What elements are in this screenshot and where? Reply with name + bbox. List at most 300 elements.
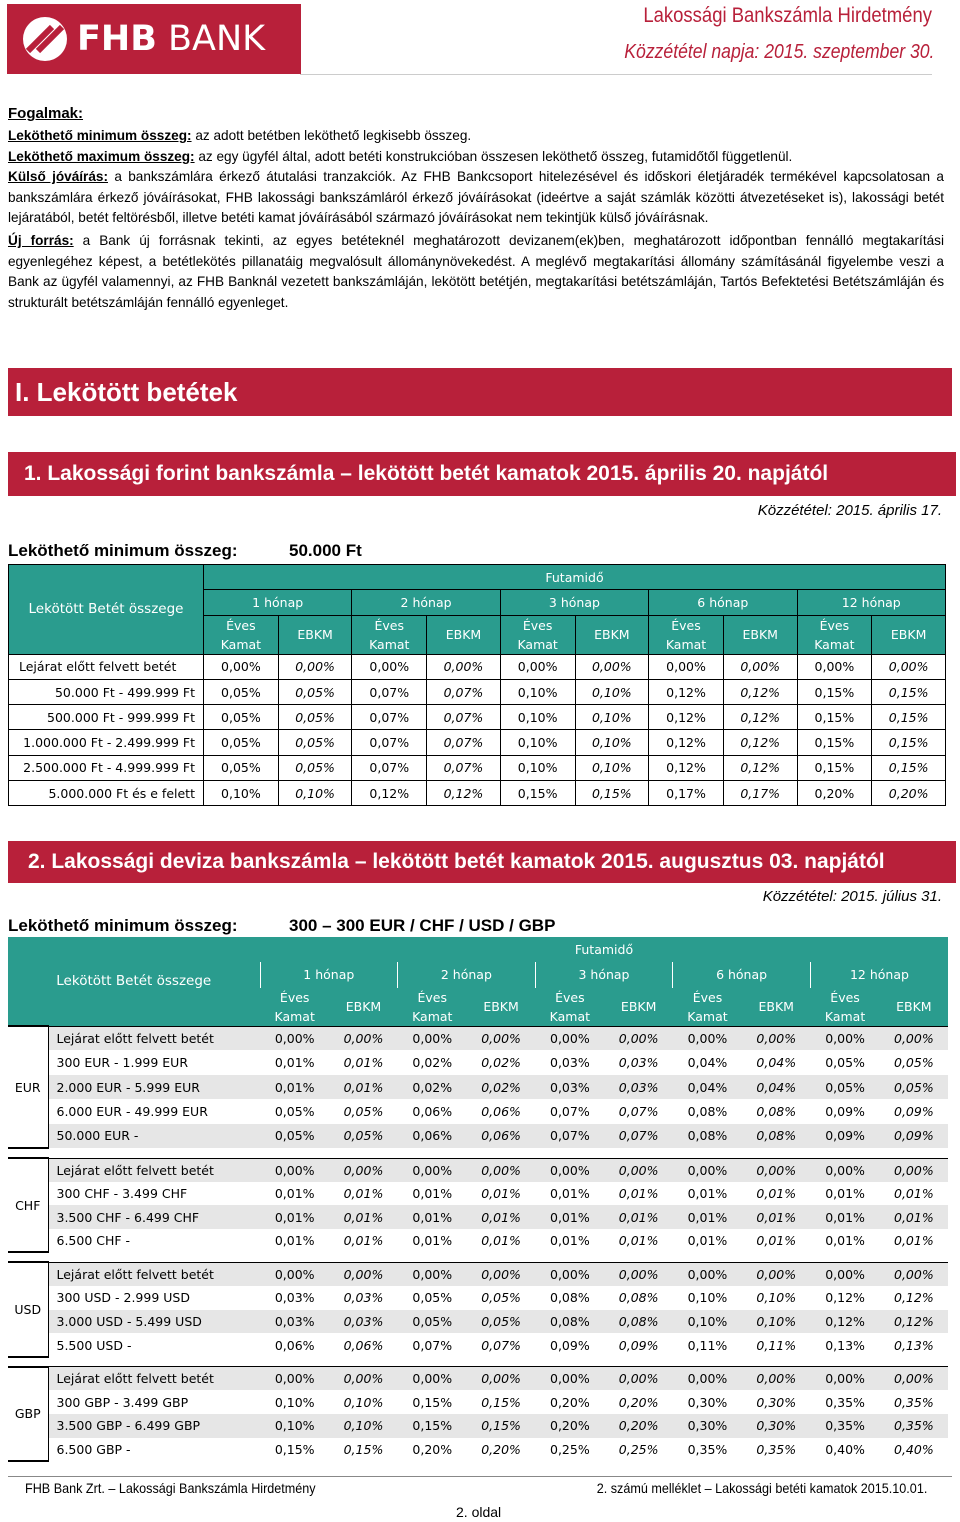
- ebkm-value: 0,06%: [343, 1337, 384, 1353]
- ebkm-value: 0,00%: [329, 1367, 397, 1391]
- ebkm-value: 0,10%: [575, 705, 649, 730]
- ebkm-value: 0,10%: [756, 1290, 797, 1306]
- footer-right: 2. számú melléklet – Lakossági betéti kamatok 2015.10.01.: [596, 1480, 927, 1496]
- rate-value: 0,08%: [687, 1103, 728, 1119]
- rate-value: 0,10%: [274, 1394, 315, 1410]
- ebkm-value: 0,15%: [343, 1441, 384, 1457]
- rate-value: 0,00%: [260, 1262, 329, 1286]
- table-row: [9, 705, 946, 730]
- ebkm-header: EBKM: [723, 615, 797, 654]
- ebkm-value: 0,03%: [605, 1075, 673, 1099]
- fx-publication: Közzététel: 2015. július 31.: [762, 888, 942, 905]
- rate-value: 0,11%: [687, 1337, 728, 1353]
- rate-value: 0,09%: [825, 1103, 865, 1119]
- amount-range: Lejárat előtt felvett betét: [48, 1262, 260, 1286]
- ebkm-value: 0,04%: [742, 1075, 810, 1099]
- table-row: [8, 1286, 948, 1310]
- rate-value: 0,07%: [550, 1103, 590, 1119]
- ebkm-value: 0,00%: [575, 654, 649, 679]
- ebkm-value: 0,00%: [427, 654, 501, 679]
- rate-value: 0,01%: [398, 1205, 467, 1229]
- rate-value: 0,05%: [412, 1290, 453, 1306]
- annual-rate-header: Éves Kamat: [810, 988, 879, 1027]
- rate-value: 0,03%: [274, 1290, 315, 1306]
- ebkm-value: 0,12%: [427, 781, 501, 806]
- ebkm-value: 0,35%: [756, 1441, 797, 1457]
- amount-range: 2.000 EUR - 5.999 EUR: [48, 1075, 260, 1099]
- rate-value: 0,35%: [687, 1441, 728, 1457]
- ebkm-value: 0,15%: [872, 679, 946, 704]
- rate-value: 0,10%: [673, 1310, 742, 1334]
- ebkm-value: 0,03%: [618, 1055, 659, 1071]
- rate-value: 0,05%: [398, 1310, 467, 1334]
- ebkm-value: 0,15%: [872, 730, 946, 755]
- term-header: 6 hónap: [649, 590, 797, 615]
- rate-value: 0,00%: [398, 1367, 467, 1391]
- amount-range: 300 GBP - 3.499 GBP: [56, 1394, 189, 1410]
- amount-range: 6.500 CHF -: [56, 1233, 131, 1249]
- rate-value: 0,00%: [500, 654, 575, 679]
- annual-rate-header: Éves Kamat: [398, 988, 467, 1027]
- definition-new-source: Új forrás: a Bank új forrásnak tekinti, az egyes betéteknél meghatározott devizanem(ek)ben, meghatározott időpontban fennálló megtakarítási egyenlegéhez képest, a betétlekötés pillanatáig megvalósult állománynövekedést. A meglévő megtakarítási állomány számításánál figyelembe veszi a Bank az ügyfél valamennyi, az FHB Banknál vezetett bankszámláján, lekötött betétjén, megtakarítási betétszámláján, Tartós Befektetési Betétszámláján és strukturált betétszámláján fennálló egyenleget.: [8, 232, 944, 310]
- rate-value: 0,25%: [550, 1441, 590, 1457]
- rate-value: 0,12%: [649, 679, 724, 704]
- rate-value: 0,05%: [260, 1124, 329, 1148]
- table-row: [8, 1205, 948, 1229]
- ebkm-value: 0,15%: [575, 781, 649, 806]
- rate-value: 0,12%: [352, 781, 427, 806]
- rate-value: 0,20%: [550, 1394, 590, 1410]
- ebkm-value: 0,01%: [880, 1205, 948, 1229]
- rate-value: 0,07%: [352, 679, 427, 704]
- rate-value: 0,10%: [260, 1414, 329, 1438]
- term-header: 12 hónap: [797, 590, 946, 615]
- amount-range: 50.000 EUR -: [48, 1124, 260, 1148]
- definition-external: Külső jóváírás: a bankszámlára érkező átutalási tranzakciók. Az FHB Bankcsoport hitelezésével és időskori életjáradék termékével kapcsolatosan a bankszámlára érkező jóváírásokat, FHB lakossági bankszámláról érkező jóváírásokat (ideértve a saját számlák közötti átvezetéseket is), lakossági betét lejáratából, betét feltörésből, illetve betéti kamat jóváírásából származó jóváírásokat nem tekintjük külső jóváírásnak.: [8, 169, 944, 226]
- rate-value: 0,35%: [810, 1414, 879, 1438]
- ebkm-value: 0,00%: [880, 1262, 948, 1286]
- ebkm-value: 0,02%: [481, 1055, 521, 1071]
- amount-range: 6.500 GBP -: [56, 1441, 131, 1457]
- footer-left: FHB Bank Zrt. – Lakossági Bankszámla Hirdetmény: [25, 1480, 316, 1496]
- amount-range: 300 USD - 2.999 USD: [56, 1290, 190, 1306]
- fx-min-label: Leköthető minimum összeg:: [8, 916, 238, 935]
- annual-rate-header: Éves Kamat: [500, 615, 575, 654]
- rate-value: 0,35%: [825, 1394, 865, 1410]
- ebkm-value: 0,15%: [872, 705, 946, 730]
- currency-label: USD: [8, 1262, 48, 1356]
- rate-value: 0,00%: [673, 1367, 742, 1391]
- rate-value: 0,01%: [274, 1055, 315, 1071]
- currency-label: EUR: [8, 1026, 48, 1148]
- ebkm-value: 0,12%: [723, 730, 797, 755]
- definition-max: Leköthető maximum összeg: az egy ügyfél által, adott betéti konstrukcióban összesen leköthető összeg, futamidőtől függetlenül.: [8, 148, 793, 164]
- ebkm-value: 0,30%: [756, 1394, 797, 1410]
- ebkm-value: 0,03%: [329, 1310, 397, 1334]
- ebkm-value: 0,09%: [894, 1103, 934, 1119]
- amount-range: 5.000.000 Ft és e felett: [9, 781, 204, 806]
- rate-value: 0,00%: [535, 1367, 604, 1391]
- rate-value: 0,20%: [412, 1441, 453, 1457]
- ebkm-value: 0,12%: [723, 705, 797, 730]
- ebkm-value: 0,11%: [756, 1337, 797, 1353]
- rate-value: 0,05%: [204, 755, 279, 780]
- rate-value: 0,03%: [260, 1310, 329, 1334]
- rate-value: 0,00%: [535, 1262, 604, 1286]
- fhb-logo-mark-icon: [23, 17, 67, 61]
- ebkm-value: 0,05%: [481, 1290, 521, 1306]
- table-row: [8, 1050, 948, 1074]
- term-header: 1 hónap: [260, 962, 398, 987]
- ebkm-header: EBKM: [467, 988, 535, 1027]
- rate-value: 0,00%: [810, 1262, 879, 1286]
- ebkm-value: 0,05%: [467, 1310, 535, 1334]
- ebkm-value: 0,05%: [278, 730, 352, 755]
- fx-col-group: Futamidő: [260, 937, 948, 962]
- annual-rate-header: Éves Kamat: [260, 988, 329, 1027]
- rate-value: 0,05%: [810, 1075, 879, 1099]
- table-row: [8, 1158, 948, 1182]
- ebkm-value: 0,01%: [481, 1233, 521, 1249]
- term-header: 12 hónap: [810, 962, 948, 987]
- ebkm-value: 0,01%: [742, 1205, 810, 1229]
- ebkm-value: 0,00%: [605, 1262, 673, 1286]
- ebkm-value: 0,08%: [605, 1310, 673, 1334]
- amount-range: Lejárat előtt felvett betét: [48, 1158, 260, 1182]
- ebkm-value: 0,00%: [723, 654, 797, 679]
- ebkm-value: 0,30%: [742, 1414, 810, 1438]
- rate-value: 0,15%: [412, 1394, 453, 1410]
- rate-value: 0,10%: [500, 755, 575, 780]
- ebkm-value: 0,00%: [329, 1262, 397, 1286]
- annual-rate-header: Éves Kamat: [673, 988, 742, 1027]
- rate-value: 0,01%: [535, 1205, 604, 1229]
- ebkm-value: 0,01%: [618, 1233, 659, 1249]
- table-row: [9, 730, 946, 755]
- ebkm-value: 0,01%: [343, 1185, 384, 1201]
- rate-value: 0,12%: [649, 705, 724, 730]
- ebkm-value: 0,00%: [742, 1367, 810, 1391]
- term-header: 1 hónap: [204, 590, 352, 615]
- ebkm-value: 0,15%: [481, 1394, 521, 1410]
- rate-value: 0,15%: [274, 1441, 315, 1457]
- term-header: 6 hónap: [673, 962, 811, 987]
- table-row: [9, 654, 946, 679]
- ebkm-value: 0,06%: [467, 1124, 535, 1148]
- rate-value: 0,00%: [352, 654, 427, 679]
- publication-date: Közzététel napja: 2015. szeptember 30.: [623, 41, 934, 63]
- rate-value: 0,00%: [535, 1026, 604, 1050]
- ebkm-value: 0,00%: [278, 654, 352, 679]
- fhb-logo: [7, 4, 301, 74]
- section-title-fixed-deposits: I. Lekötött betétek: [8, 368, 952, 416]
- ebkm-value: 0,07%: [427, 679, 501, 704]
- rate-value: 0,15%: [797, 705, 872, 730]
- rate-value: 0,00%: [797, 654, 872, 679]
- rate-value: 0,00%: [398, 1158, 467, 1182]
- ebkm-value: 0,15%: [467, 1414, 535, 1438]
- fx-min-value: 300 – 300 EUR / CHF / USD / GBP: [289, 916, 556, 935]
- annual-rate-header: Éves Kamat: [204, 615, 279, 654]
- rate-value: 0,05%: [204, 679, 279, 704]
- amount-range: 300 EUR - 1.999 EUR: [56, 1055, 189, 1071]
- document-title: Lakossági Bankszámla Hirdetmény: [643, 4, 932, 27]
- ebkm-value: 0,00%: [880, 1026, 948, 1050]
- rate-value: 0,12%: [649, 755, 724, 780]
- ebkm-value: 0,20%: [481, 1441, 521, 1457]
- fx-row-header: Lekötött Betét összege: [8, 937, 260, 1026]
- ebkm-value: 0,10%: [575, 755, 649, 780]
- rate-value: 0,01%: [673, 1205, 742, 1229]
- ebkm-value: 0,07%: [618, 1103, 659, 1119]
- huf-row-header: Lekötött Betét összege: [9, 565, 204, 655]
- rate-value: 0,09%: [810, 1124, 879, 1148]
- currency-label: CHF: [8, 1158, 48, 1252]
- table-row: [8, 1075, 948, 1099]
- ebkm-value: 0,02%: [467, 1075, 535, 1099]
- ebkm-value: 0,01%: [343, 1055, 384, 1071]
- table-row: [8, 1099, 948, 1123]
- ebkm-value: 0,10%: [742, 1310, 810, 1334]
- term-header: 2 hónap: [398, 962, 536, 987]
- table-row: [8, 1414, 948, 1438]
- rate-value: 0,00%: [673, 1026, 742, 1050]
- ebkm-value: 0,00%: [605, 1026, 673, 1050]
- ebkm-value: 0,05%: [343, 1103, 384, 1119]
- ebkm-value: 0,01%: [329, 1075, 397, 1099]
- rate-value: 0,01%: [260, 1075, 329, 1099]
- rate-value: 0,06%: [274, 1337, 315, 1353]
- ebkm-value: 0,07%: [427, 730, 501, 755]
- ebkm-value: 0,01%: [618, 1185, 659, 1201]
- ebkm-value: 0,10%: [575, 679, 649, 704]
- currency-label: GBP: [8, 1367, 48, 1461]
- ebkm-header: EBKM: [742, 988, 810, 1027]
- rate-value: 0,00%: [260, 1158, 329, 1182]
- amount-range: Lejárat előtt felvett betét: [48, 1026, 260, 1050]
- rate-value: 0,01%: [825, 1185, 865, 1201]
- amount-range: 6.000 EUR - 49.999 EUR: [56, 1103, 208, 1119]
- subsection-title-fx: 2. Lakossági deviza bankszámla – lekötött betét kamatok 2015. augusztus 03. napjától: [8, 841, 956, 883]
- amount-range: 2.500.000 Ft - 4.999.999 Ft: [9, 755, 204, 780]
- rate-value: 0,01%: [687, 1185, 728, 1201]
- ebkm-value: 0,15%: [872, 755, 946, 780]
- rate-value: 0,01%: [274, 1185, 315, 1201]
- rate-value: 0,15%: [500, 781, 575, 806]
- rate-value: 0,00%: [204, 654, 279, 679]
- huf-min-value: 50.000 Ft: [289, 541, 362, 560]
- rate-value: 0,00%: [673, 1262, 742, 1286]
- ebkm-value: 0,01%: [481, 1185, 521, 1201]
- table-row: [9, 781, 946, 806]
- rate-value: 0,08%: [673, 1124, 742, 1148]
- rate-value: 0,20%: [797, 781, 872, 806]
- ebkm-header: EBKM: [278, 615, 352, 654]
- rate-value: 0,01%: [550, 1185, 590, 1201]
- annual-rate-header: Éves Kamat: [352, 615, 427, 654]
- annual-rate-header: Éves Kamat: [649, 615, 724, 654]
- huf-min-label: Leköthető minimum összeg:: [8, 541, 238, 560]
- annual-rate-header: Éves Kamat: [535, 988, 604, 1027]
- ebkm-header: EBKM: [329, 988, 397, 1027]
- ebkm-value: 0,01%: [343, 1233, 384, 1249]
- term-header: 3 hónap: [500, 590, 648, 615]
- rate-value: 0,15%: [797, 755, 872, 780]
- ebkm-value: 0,10%: [343, 1394, 384, 1410]
- ebkm-value: 0,08%: [756, 1103, 797, 1119]
- ebkm-value: 0,00%: [329, 1158, 397, 1182]
- ebkm-value: 0,10%: [278, 781, 352, 806]
- group-spacer: [8, 1357, 948, 1367]
- rate-value: 0,17%: [649, 781, 724, 806]
- ebkm-value: 0,10%: [329, 1414, 397, 1438]
- ebkm-value: 0,00%: [467, 1158, 535, 1182]
- rate-value: 0,01%: [274, 1233, 315, 1249]
- term-header: 3 hónap: [535, 962, 673, 987]
- table-row: [8, 1124, 948, 1148]
- definitions-block: [8, 103, 944, 313]
- rate-value: 0,05%: [204, 730, 279, 755]
- page-number: 2. oldal: [456, 1504, 502, 1520]
- rate-value: 0,15%: [797, 730, 872, 755]
- rate-value: 0,01%: [825, 1233, 865, 1249]
- rate-value: 0,12%: [649, 730, 724, 755]
- rate-value: 0,00%: [535, 1158, 604, 1182]
- ebkm-value: 0,00%: [605, 1158, 673, 1182]
- table-row: [8, 1026, 948, 1050]
- ebkm-value: 0,01%: [756, 1185, 797, 1201]
- rate-value: 0,01%: [550, 1233, 590, 1249]
- footer-divider: [8, 1476, 952, 1477]
- definition-min: Leköthető minimum összeg: az adott betétben leköthető legkisebb összeg.: [8, 128, 472, 143]
- amount-range: 3.500 CHF - 6.499 CHF: [48, 1205, 260, 1229]
- ebkm-value: 0,13%: [894, 1337, 934, 1353]
- rate-value: 0,12%: [810, 1310, 879, 1334]
- huf-col-group: Futamidő: [204, 565, 946, 590]
- annual-rate-header: Éves Kamat: [797, 615, 872, 654]
- rate-value: 0,00%: [810, 1367, 879, 1391]
- rate-value: 0,13%: [825, 1337, 865, 1353]
- ebkm-value: 0,05%: [278, 705, 352, 730]
- rate-value: 0,05%: [825, 1055, 865, 1071]
- table-row: [8, 1367, 948, 1391]
- rate-value: 0,00%: [810, 1026, 879, 1050]
- rate-value: 0,00%: [260, 1367, 329, 1391]
- ebkm-value: 0,12%: [880, 1310, 948, 1334]
- ebkm-value: 0,20%: [605, 1414, 673, 1438]
- ebkm-header: EBKM: [872, 615, 946, 654]
- table-row: [8, 1229, 948, 1253]
- rate-value: 0,10%: [500, 705, 575, 730]
- table-row: [8, 1310, 948, 1334]
- ebkm-value: 0,35%: [880, 1414, 948, 1438]
- rate-value: 0,07%: [535, 1124, 604, 1148]
- rate-value: 0,08%: [550, 1290, 590, 1306]
- amount-range: 500.000 Ft - 999.999 Ft: [9, 705, 204, 730]
- rate-value: 0,06%: [398, 1124, 467, 1148]
- ebkm-header: EBKM: [880, 988, 948, 1027]
- rate-value: 0,02%: [398, 1075, 467, 1099]
- amount-range: 50.000 Ft - 499.999 Ft: [9, 679, 204, 704]
- ebkm-value: 0,00%: [467, 1262, 535, 1286]
- rate-value: 0,00%: [649, 654, 724, 679]
- rate-value: 0,00%: [398, 1262, 467, 1286]
- ebkm-value: 0,08%: [618, 1290, 659, 1306]
- rate-value: 0,07%: [412, 1337, 453, 1353]
- ebkm-value: 0,05%: [278, 755, 352, 780]
- rate-value: 0,02%: [412, 1055, 453, 1071]
- ebkm-value: 0,09%: [880, 1124, 948, 1148]
- ebkm-value: 0,10%: [575, 730, 649, 755]
- ebkm-value: 0,00%: [467, 1026, 535, 1050]
- ebkm-value: 0,07%: [481, 1337, 521, 1353]
- rate-value: 0,03%: [535, 1075, 604, 1099]
- rate-value: 0,00%: [260, 1026, 329, 1050]
- ebkm-value: 0,05%: [880, 1075, 948, 1099]
- rate-value: 0,07%: [352, 755, 427, 780]
- rate-value: 0,15%: [797, 679, 872, 704]
- ebkm-value: 0,05%: [329, 1124, 397, 1148]
- table-row: [9, 679, 946, 704]
- rate-value: 0,20%: [535, 1414, 604, 1438]
- rate-value: 0,00%: [398, 1026, 467, 1050]
- rate-value: 0,10%: [204, 781, 279, 806]
- rate-value: 0,01%: [810, 1205, 879, 1229]
- amount-range: Lejárat előtt felvett betét: [9, 654, 204, 679]
- rate-value: 0,09%: [550, 1337, 590, 1353]
- rate-value: 0,01%: [260, 1205, 329, 1229]
- ebkm-value: 0,20%: [618, 1394, 659, 1410]
- ebkm-value: 0,12%: [723, 679, 797, 704]
- amount-range: 3.500 GBP - 6.499 GBP: [48, 1414, 260, 1438]
- ebkm-value: 0,00%: [742, 1158, 810, 1182]
- rate-value: 0,30%: [687, 1394, 728, 1410]
- ebkm-value: 0,17%: [723, 781, 797, 806]
- rate-value: 0,00%: [673, 1158, 742, 1182]
- rate-value: 0,12%: [825, 1290, 865, 1306]
- table-row: [8, 1333, 948, 1357]
- ebkm-value: 0,00%: [742, 1026, 810, 1050]
- table-row: [9, 755, 946, 780]
- rate-value: 0,07%: [352, 730, 427, 755]
- ebkm-value: 0,07%: [427, 755, 501, 780]
- rate-value: 0,00%: [810, 1158, 879, 1182]
- ebkm-value: 0,01%: [329, 1205, 397, 1229]
- rate-value: 0,05%: [274, 1103, 315, 1119]
- ebkm-value: 0,01%: [894, 1233, 934, 1249]
- rate-value: 0,06%: [412, 1103, 453, 1119]
- ebkm-value: 0,04%: [756, 1055, 797, 1071]
- term-header: 2 hónap: [352, 590, 500, 615]
- ebkm-value: 0,12%: [894, 1290, 934, 1306]
- subsection-title-huf: 1. Lakossági forint bankszámla – lekötött betét kamatok 2015. április 20. napjától: [8, 452, 956, 496]
- ebkm-value: 0,08%: [742, 1124, 810, 1148]
- ebkm-header: EBKM: [605, 988, 673, 1027]
- table-row: [8, 1182, 948, 1206]
- logo-text: FHB BANK: [77, 19, 266, 59]
- ebkm-value: 0,00%: [872, 654, 946, 679]
- definitions-heading: Fogalmak:: [8, 105, 84, 122]
- ebkm-value: 0,05%: [278, 679, 352, 704]
- amount-range: 1.000.000 Ft - 2.499.999 Ft: [9, 730, 204, 755]
- ebkm-value: 0,01%: [756, 1233, 797, 1249]
- ebkm-value: 0,00%: [742, 1262, 810, 1286]
- ebkm-value: 0,00%: [605, 1367, 673, 1391]
- ebkm-value: 0,00%: [880, 1158, 948, 1182]
- ebkm-value: 0,05%: [894, 1055, 934, 1071]
- rate-value: 0,03%: [550, 1055, 590, 1071]
- amount-range: 300 CHF - 3.499 CHF: [56, 1185, 188, 1201]
